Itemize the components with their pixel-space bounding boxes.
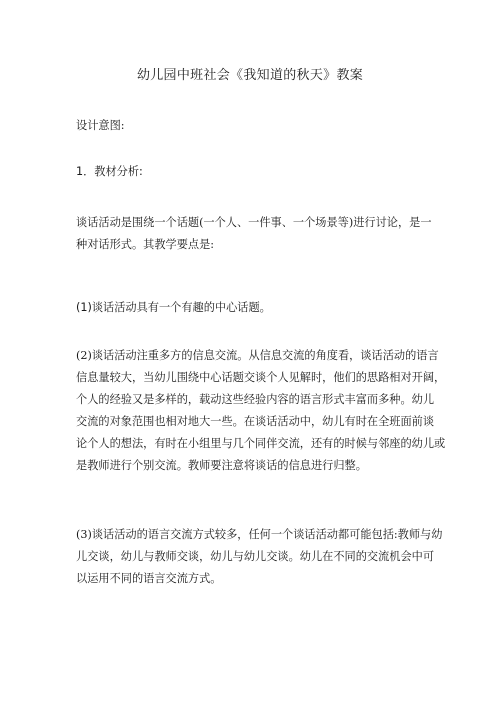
document-title: 幼儿园中班社会《我知道的秋天》教案 [136, 68, 364, 83]
paragraph-line: (3)谈话活动的语言交流方式较多，任何一个谈话活动都可能包括:教师与幼 [76, 528, 443, 541]
paragraph-line: 个人的经验又是多样的，载动这些经验内容的语言形式丰富而多种。幼儿 [76, 393, 435, 406]
point-1: (1)谈话活动具有一个有趣的中心话题。 [76, 301, 271, 314]
intro-paragraph [76, 212, 436, 256]
paragraph-line: 论个人的想法，有时在小组里与几个同伴交流，还有的时候与邻座的幼儿或 [76, 437, 446, 450]
paragraph-line: 以运用不同的语言交流方式。 [76, 572, 222, 585]
heading-design-intent: 设计意图: [76, 119, 125, 132]
paragraph-line: 种对话形式。其教学要点是: [76, 238, 215, 251]
paragraph-line: 交流的对象范围也相对地大一些。在谈话活动中，幼儿有时在全班面前谈 [76, 415, 435, 428]
point-3-paragraph [76, 524, 443, 590]
paragraph-line: 谈话活动是围绕一个话题(一个人、一件事、一个场景等)进行讨论，是一 [76, 216, 432, 229]
paragraph-line: 信息量较大，当幼儿围绕中心话题交谈个人见解时，他们的思路相对开阔， [76, 371, 446, 384]
paragraph-line: (2)谈话活动注重多方的信息交流。从信息交流的角度看，谈话活动的语言 [76, 349, 439, 362]
paragraph-line: 是教师进行个别交流。教师要注意将谈话的信息进行归整。 [76, 459, 367, 472]
paragraph-line: 儿交谈，幼儿与教师交谈，幼儿与幼儿交谈。幼儿在不同的交流机会中可 [76, 550, 435, 563]
heading-material-analysis: 1．教材分析: [76, 165, 143, 178]
point-2-paragraph [76, 345, 446, 477]
